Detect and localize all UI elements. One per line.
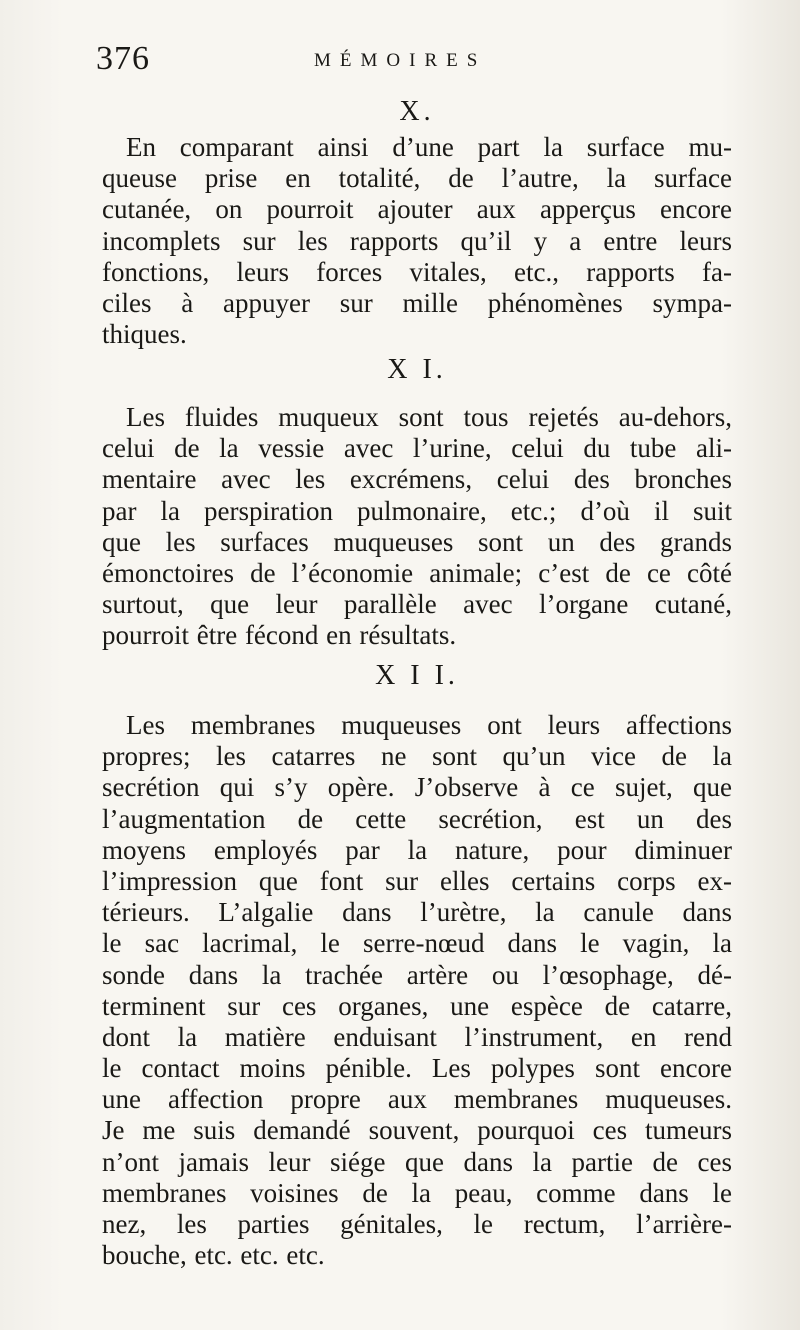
- text-line: moyens employés par la nature, pour diminuer: [102, 834, 732, 865]
- section-heading: X.: [399, 96, 435, 127]
- text-line: dont la matière enduisant l’instrument, en rend: [102, 1021, 732, 1052]
- text-line: sonde dans la trachée artère ou l’œsophage, dé-: [102, 959, 732, 990]
- text-line: une affection propre aux membranes muqueuses.: [102, 1084, 732, 1115]
- text-line: émonctoires de l’économie animale; c’est de ce côté: [102, 557, 732, 588]
- text-line: l’augmentation de cette secrétion, est un des: [102, 803, 732, 834]
- text-line: Les membranes muqueuses ont leurs affections: [126, 710, 732, 740]
- text-line: ciles à appuyer sur mille phénomènes sympa-: [102, 287, 732, 318]
- text-line: propres; les catarres ne sont qu’un vice de la: [102, 741, 732, 772]
- paragraph: [102, 402, 732, 652]
- text-line: membranes voisines de la peau, comme dans le: [102, 1177, 732, 1208]
- text-line: mentaire avec les excrémens, celui des bronches: [102, 464, 732, 495]
- text-line: En comparant ainsi d’une part la surface mu-: [126, 132, 732, 162]
- text-line: queuse prise en totalité, de l’autre, la surface: [102, 163, 732, 194]
- text-line: fonctions, leurs forces vitales, etc., rapports fa-: [102, 256, 732, 287]
- text-line: thiques.: [102, 319, 187, 350]
- text-line: Je me suis demandé souvent, pourquoi ces tumeurs: [102, 1115, 732, 1146]
- text-line: terminent sur ces organes, une espèce de catarre,: [102, 990, 732, 1021]
- text-line: le contact moins pénible. Les polypes sont encore: [102, 1053, 732, 1084]
- paragraph: [102, 132, 732, 350]
- section-heading: X I.: [387, 354, 447, 385]
- text-line: l’impression que font sur elles certains corps ex-: [102, 865, 732, 896]
- section-xii: [102, 656, 732, 1271]
- running-head: MÉMOIRES: [314, 50, 487, 71]
- text-line: par la perspiration pulmonaire, etc.; d’où il suit: [102, 495, 732, 526]
- page-number: 376: [96, 40, 150, 77]
- text-line: térieurs. L’algalie dans l’urètre, la canule dans: [102, 897, 732, 928]
- text-line: pourroit être fécond en résultats.: [102, 620, 457, 651]
- text-line: nez, les parties génitales, le rectum, l’arrière-: [102, 1209, 732, 1239]
- text-line: Les fluides muqueux sont tous rejetés au-dehors,: [126, 402, 732, 432]
- page-header: [96, 40, 716, 80]
- section-heading: X I I.: [375, 660, 459, 691]
- text-line: incomplets sur les rapports qu’il y a entre leurs: [102, 225, 732, 256]
- text-line: surtout, que leur parallèle avec l’organe cutané,: [102, 589, 732, 620]
- text-line: n’ont jamais leur siége que dans la partie de ces: [102, 1146, 732, 1177]
- paragraph: [102, 710, 732, 1271]
- text-line: le sac lacrimal, le serre-nœud dans le vagin, la: [102, 928, 732, 959]
- text-line: celui de la vessie avec l’urine, celui du tube ali-: [102, 433, 732, 464]
- section-xi: [102, 350, 732, 652]
- text-line: que les surfaces muqueuses sont un des grands: [102, 526, 732, 557]
- text-line: bouche, etc. etc. etc.: [102, 1240, 325, 1271]
- section-x: [102, 92, 732, 350]
- text-line: cutanée, on pourroit ajouter aux apperçus encore: [102, 194, 732, 225]
- text-line: secrétion qui s’y opère. J’observe à ce sujet, que: [102, 772, 732, 803]
